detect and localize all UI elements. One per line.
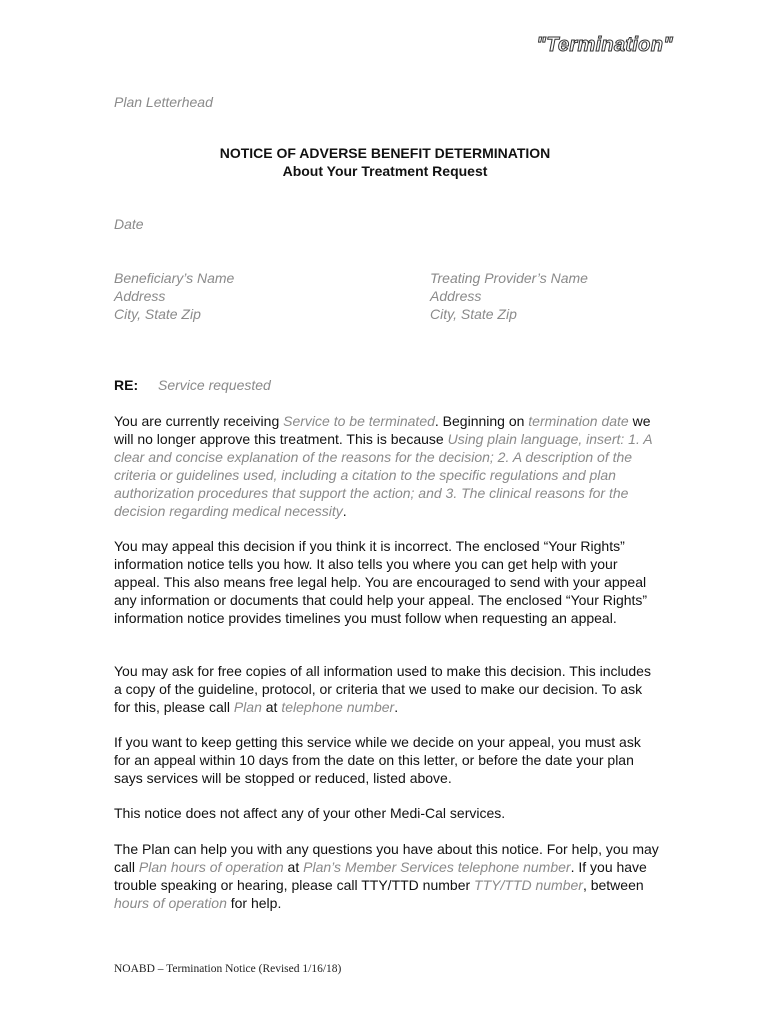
provider-address-block: [430, 269, 588, 323]
placeholder-reasons: Using plain language, insert: 1. A clear and concise explanation of the reasons for the decision; 2. A description of the criteria or guidelines used, including a citation to the specific regulations and plan authorization procedures that support the action; and 3. The clinical reasons for the decision regarding medical necessity: [114, 431, 653, 519]
re-label: RE:: [114, 377, 139, 393]
termination-tag: "Termination": [536, 34, 673, 56]
beneficiary-city: City, State Zip: [114, 306, 201, 322]
provider-name: Treating Provider’s Name: [430, 270, 588, 286]
paragraph-termination: [114, 412, 659, 520]
text-run: You may ask for free copies of all information used to make this decision. This includes a copy of the guideline, protocol, or criteria that we used to make our decision. To ask for this, please call: [114, 663, 651, 715]
text-run: , between: [582, 877, 644, 893]
paragraph-medi-cal: This notice does not affect any of your other Medi-Cal services.: [114, 805, 506, 821]
placeholder-plan: Plan: [233, 699, 262, 715]
beneficiary-address-block: [114, 269, 234, 323]
placeholder-tty-number: TTY/TTD number: [474, 877, 583, 893]
paragraph-free-copies: [114, 662, 659, 716]
text-run: .: [342, 503, 347, 519]
placeholder-member-services-number: Plan’s Member Services telephone number: [303, 859, 571, 875]
paragraph-continue-service: If you want to keep getting this service while we decide on your appeal, you must ask for an appeal within 10 days from the date on this letter, or before the date your plan says services will be stopped or reduced, listed above.: [114, 734, 641, 786]
placeholder-service: Service to be terminated: [283, 413, 435, 429]
text-run: .: [394, 699, 399, 715]
date-field: Date: [114, 216, 144, 232]
text-run: The Plan can help you with any questions you have about this notice. For help, you may call: [114, 841, 659, 875]
provider-city: City, State Zip: [430, 306, 517, 322]
text-run: . If you have trouble speaking or hearing, please call TTY/TTD number: [114, 859, 647, 893]
placeholder-telephone: telephone number: [281, 699, 395, 715]
text-run: for help.: [226, 895, 282, 911]
re-line: [114, 377, 271, 393]
provider-address: Address: [430, 288, 482, 304]
paragraph-help: [114, 840, 659, 912]
beneficiary-address: Address: [114, 288, 166, 304]
beneficiary-name: Beneficiary’s Name: [114, 270, 235, 286]
placeholder-termination-date: termination date: [528, 413, 629, 429]
text-run: we will no longer approve this treatment. This is because: [114, 413, 651, 447]
text-run: You are currently receiving: [114, 413, 284, 429]
text-run: . Beginning on: [434, 413, 529, 429]
notice-title: NOTICE OF ADVERSE BENEFIT DETERMINATION: [219, 145, 551, 161]
text-run: at: [283, 859, 304, 875]
re-value: Service requested: [158, 377, 271, 393]
notice-subtitle: About Your Treatment Request: [282, 163, 488, 179]
text-run: at: [261, 699, 282, 715]
placeholder-hours: Plan hours of operation: [138, 859, 284, 875]
plan-letterhead: Plan Letterhead: [114, 94, 213, 110]
title-block: [0, 144, 770, 180]
paragraph-appeal: You may appeal this decision if you think it is incorrect. The enclosed “Your Rights” information notice tells you how. It also tells you where you can get help with your appeal. This also means free legal help. You are encouraged to send with your appeal any information or documents that could help your appeal. The enclosed “Your Rights” information notice provides timelines you must follow when requesting an appeal.: [114, 538, 648, 626]
placeholder-hours-of-operation: hours of operation: [114, 895, 227, 911]
page-footer: NOABD – Termination Notice (Revised 1/16/18): [114, 963, 342, 975]
